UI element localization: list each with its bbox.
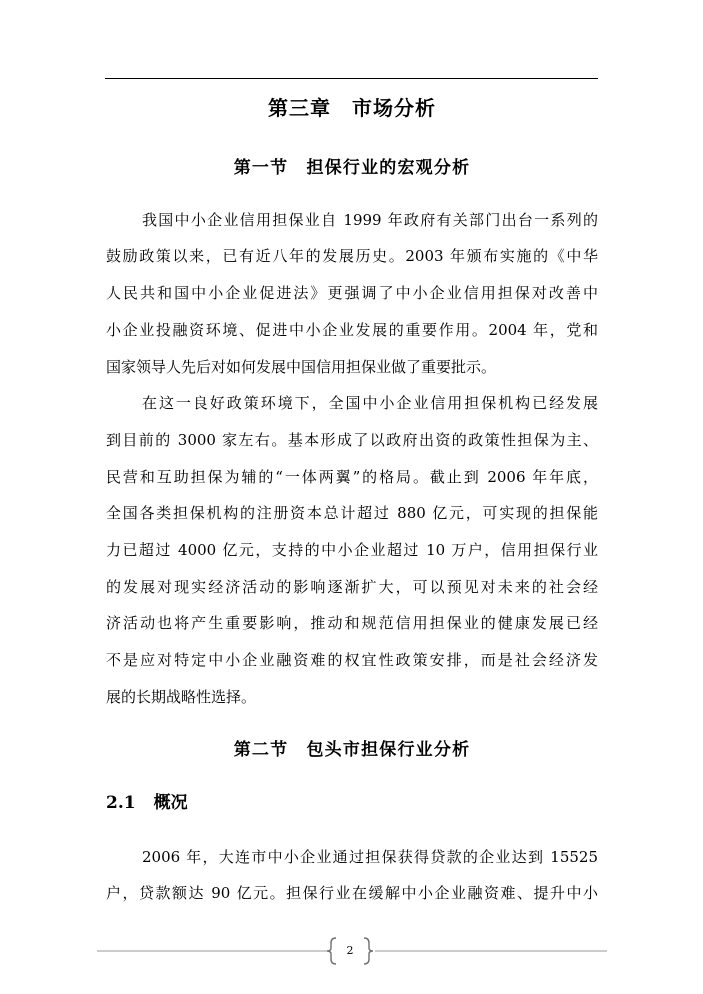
paragraph-line: 不是应对特定中小企业融资难的权宜性政策安排，而是社会经济发 [106, 651, 598, 669]
paragraph-line: 到目前的 3000 家左右。基本形成了以政府出资的政策性担保为主、 [106, 430, 598, 449]
header-rule [105, 78, 598, 79]
chapter-title: 第三章 市场分析 [268, 96, 436, 120]
paragraph-line: 鼓励政策以来，已有近八年的发展历史。2003 年颁布实施的《中华 [106, 247, 598, 266]
page-number: 2 [346, 944, 354, 957]
paragraph-line: 展的长期战略性选择。 [106, 687, 257, 706]
section-title-1: 第一节 担保行业的宏观分析 [233, 158, 471, 178]
paragraph-line: 我国中小企业信用担保业自 1999 年政府有关部门出台一系列的 [142, 210, 598, 229]
subsection-heading [106, 791, 188, 815]
paragraph-line: 民营和互助担保为辅的“一体两翼”的格局。截止到 2006 年年底， [106, 467, 598, 486]
paragraph-line: 国家领导人先后对如何发展中国信用担保业做了重要批示。 [106, 357, 497, 376]
paragraph-line: 人民共和国中小企业促进法》更强调了中小企业信用担保对改善中 [106, 284, 598, 303]
paragraph-line: 小企业投融资环境、促进中小企业发展的重要作用。2004 年，党和 [106, 320, 598, 339]
paragraph-line: 户，贷款额达 90 亿元。担保行业在缓解中小企业融资难、提升中小 [106, 884, 598, 903]
paragraph-line: 全国各类担保机构的注册资本总计超过 880 亿元，可实现的担保能 [106, 504, 598, 523]
right-brace-icon [364, 938, 373, 964]
section-2-body [106, 839, 598, 912]
paragraph-line: 力已超过 4000 亿元，支持的中小企业超过 10 万户，信用担保行业 [106, 540, 598, 559]
paragraph-line: 济活动也将产生重要影响，推动和规范信用担保业的健康发展已经 [106, 614, 598, 633]
paragraph-line: 的发展对现实经济活动的影响逐渐扩大，可以预见对未来的社会经 [106, 577, 598, 596]
left-brace-icon [327, 938, 336, 964]
section-1-body [106, 202, 598, 716]
paragraph-line: 在这一良好政策环境下，全国中小企业信用担保机构已经发展 [142, 394, 598, 413]
paragraph-line: 2006 年，大连市中小企业通过担保获得贷款的企业达到 15525 [142, 847, 598, 866]
subsection-title: 概况 [153, 793, 188, 813]
subsection-number: 2.1 [106, 793, 136, 813]
section-title-2: 第二节 包头市担保行业分析 [233, 740, 471, 760]
